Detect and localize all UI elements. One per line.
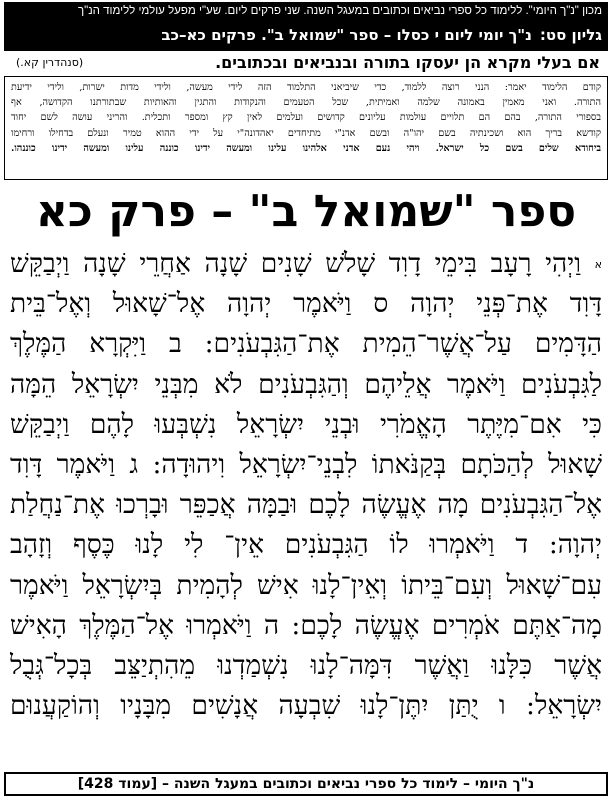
prayer-line: התורה. ואני מאמין באמונה שלמה ואמיתית, שכל הטעמים והנקודות והתגין והאותיות שבתורתנו הקדושה, אף <box>11 97 601 109</box>
motto-source: (סנהדרין קא.) <box>16 56 84 69</box>
text-line <box>10 405 602 445</box>
header-issue-line <box>10 26 602 44</box>
prayer-line: בספורי התורה, בהם הם תלויים עולמות עליונים קדושים ועלמים לאין קץ ומספר ותכלית. והריני עושה לשם יחוד <box>11 112 601 124</box>
verse-number: א <box>594 257 602 271</box>
text-line-content: יְהוָה: ד וַיֹּאמְרוּ לוֹ הַגִּבְעֹנִים אֵין־ לִי לָנוּ כֶּסֶף וְזָהָב <box>10 529 602 561</box>
header-institute-line: מכון "נ"ך היומי". ללימוד כל ספרי נביאים וכתובים במעגל השנה. שני פרקים ליום. שע"י מפעל עולמי ללימוד הנ"ך <box>77 5 602 17</box>
issue-number: גליון סט: <box>539 26 602 44</box>
text-line <box>10 566 602 606</box>
prayer-line: קודשא בריך הוא ושכינתיה בשם יהו"ה ובשם אדנ"י מתיחדים יאהדונה"י על ידי ההוא טמיר ונעלם בדחילו ורחימו <box>11 127 601 139</box>
text-line-content: עִם־שָׁאוּל וְעִם־בֵּיתוֹ וְאֵין־לָנוּ אִישׁ לְהָמִית בְּיִשְׂרָאֵל וַיֹּאמֶר <box>10 569 602 601</box>
header-banner <box>4 2 608 51</box>
text-line <box>10 485 602 525</box>
text-line <box>10 324 602 364</box>
text-line-content: הַדָּמִים עַל־אֲשֶׁר־הֵמִית אֶת־הַגִּבְעֹנִים: ב וַיִּקְרָא הַמֶּלֶךְ <box>10 328 602 360</box>
text-line-content: כִּי אִם־מִיֶּתֶר הָאֱמֹרִי וּבְנֵי יִשְׂרָאֵל נִשְׁבְּעוּ לָהֶם וַיְבַקֵּשׁ <box>10 408 602 440</box>
text-line-content: וַיְהִי רָעָב בִּימֵי דָוִד שָׁלֹשׁ שָׁנִים שָׁנָה אַחֲרֵי שָׁנָה וַיְבַקֵּשׁ <box>10 248 595 279</box>
prayer-box <box>4 76 608 180</box>
chapter-text <box>10 244 602 764</box>
page-footer: נ"ך היומי – לימוד כל ספרי נביאים וכתובים במעגל השנה – [עמוד 428] <box>4 772 608 796</box>
motto-line <box>4 53 608 73</box>
text-line-content: דָּוִד אֶת־פְּנֵי יְהוָה ס וַיֹּאמֶר יְהוָה אֶל־שָׁאוּל וְאֶל־בֵּית <box>10 288 602 320</box>
text-line-content: מָה־אַתֶּם אֹמְרִים אֶעֱשֶׂה לָכֶם: ה וַיֹּאמְרוּ אֶל־הַמֶּלֶךְ הָאִישׁ <box>10 609 602 641</box>
prayer-line: קודם הלימוד יאמר: הנני רוצה ללמוד, כדי שיביאני התלמוד הזה לידי מעשה, ולידי מדות ישרות, ולידי ידיעת <box>11 82 601 93</box>
text-line <box>10 365 602 405</box>
text-line <box>10 284 602 324</box>
text-line <box>10 686 602 726</box>
text-line <box>10 525 602 565</box>
text-line <box>10 445 602 485</box>
chapter-title: ספר "שמואל ב" – פרק כא <box>35 186 577 237</box>
prayer-line: ביחודא שלים בשם כל ישראל. ויהי נעם אדני אלהינו עלינו ומעשה ידינו כוננה עלינו ומעשה ידינו כוננהו. <box>11 142 601 154</box>
text-line-content: אֶל־הַגִּבְעֹנִים מָה אֶעֱשֶׂה לָכֶם וּבַמָּה אֲכַפֵּר וּבָרְכוּ אֶת־נַחֲלַת <box>10 489 602 521</box>
text-line-content: לַגִּבְעֹנִים וַיֹּאמֶר אֲלֵיהֶם וְהַגִּבְעֹנִים לֹא מִבְּנֵי יִשְׂרָאֵל הֵמָּה <box>10 368 602 400</box>
text-line <box>10 606 602 646</box>
text-line <box>10 244 602 284</box>
daily-subject: נ"ך יומי ליום י כסלו – ספר "שמואל ב". פרקים כא–כב <box>161 26 532 44</box>
text-line-content: יִשְׂרָאֵל: ו יֻתַּן יִתֶּן־לָנוּ שִׁבְעָה אֲנָשִׁים מִבָּנָיו וְהוֹקַעֲנוּם <box>10 690 602 722</box>
motto-text: אם בעלי מקרא הן יעסקו בתורה ובנביאים ובכתובים. <box>215 53 600 72</box>
text-line-content: שָׁאוּל לְהַכֹּתָם בְּקַנֹּאתוֹ לִבְנֵי־יִשְׂרָאֵל וִיהוּדָה: ג וַיֹּאמֶר דָּוִד <box>10 448 602 480</box>
text-line <box>10 646 602 686</box>
text-line-content: אֲשֶׁר כִּלָּנוּ וַאֲשֶׁר דִּמָּה־לָנוּ נִשְׁמַדְנוּ מֵהִתְיַצֵּב בְּכָל־גְּבֻל <box>10 649 602 681</box>
